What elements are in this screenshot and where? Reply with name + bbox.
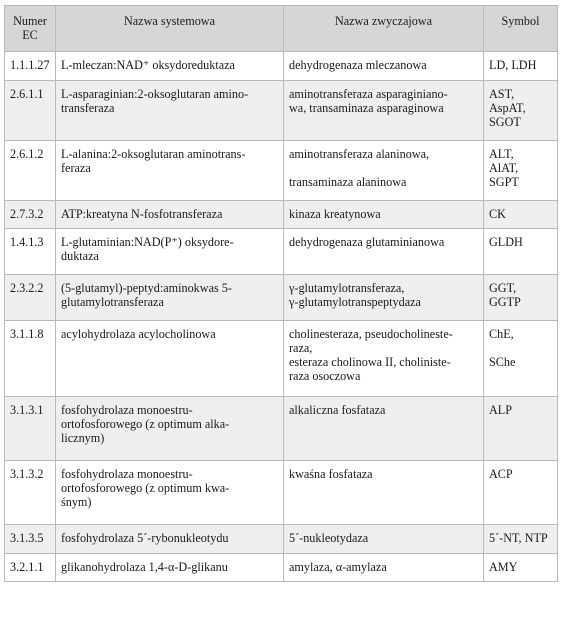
cell-ec: 3.1.3.5 (5, 525, 56, 554)
cell-common-name: γ-glutamylotransferaza, γ-glutamylotranspeptydaza (284, 275, 484, 321)
cell-common-name: 5´-nukleotydaza (284, 525, 484, 554)
cell-ec: 3.1.3.2 (5, 461, 56, 525)
cell-ec: 2.6.1.2 (5, 141, 56, 201)
cell-symbol: ALT, AlAT, SGPT (484, 141, 558, 201)
table-row (5, 201, 558, 229)
header-system-name (56, 6, 284, 52)
cell-symbol: CK (484, 201, 558, 229)
cell-ec: 2.6.1.1 (5, 81, 56, 141)
cell-system-name: L-glutaminian:NAD(P⁺) oksydore- duktaza (56, 229, 284, 275)
header-system-label: Nazwa systemowa (123, 14, 216, 28)
enzyme-table-container (4, 5, 557, 582)
header-symbol (484, 6, 558, 52)
cell-symbol: ALP (484, 397, 558, 461)
cell-common-name: kwaśna fosfataza (284, 461, 484, 525)
cell-symbol: AMY (484, 554, 558, 582)
header-symbol-label: Symbol (501, 14, 540, 28)
cell-common-name: alkaliczna fosfataza (284, 397, 484, 461)
cell-symbol: AST, AspAT, SGOT (484, 81, 558, 141)
cell-system-name: (5-glutamyl)-peptyd:aminokwas 5- glutamylotransferaza (56, 275, 284, 321)
cell-ec: 1.1.1.27 (5, 52, 56, 81)
table-row (5, 229, 558, 275)
cell-system-name: fosfohydrolaza monoestru- ortofosforowego (z optimum alka- licznym) (56, 397, 284, 461)
header-row (5, 6, 558, 52)
table-row (5, 81, 558, 141)
cell-ec: 3.2.1.1 (5, 554, 56, 582)
cell-system-name: fosfohydrolaza 5´-rybonukleotydu (56, 525, 284, 554)
cell-ec: 3.1.3.1 (5, 397, 56, 461)
cell-symbol: GLDH (484, 229, 558, 275)
table-row (5, 321, 558, 397)
cell-system-name: L-asparaginian:2-oksoglutaran amino- transferaza (56, 81, 284, 141)
cell-symbol: GGT, GGTP (484, 275, 558, 321)
header-ec (5, 6, 56, 52)
cell-common-name: dehydrogenaza mleczanowa (284, 52, 484, 81)
cell-common-name: amylaza, α-amylaza (284, 554, 484, 582)
cell-common-name: dehydrogenaza glutaminianowa (284, 229, 484, 275)
header-common-label: Nazwa zwyczajowa (334, 14, 433, 28)
table-row (5, 397, 558, 461)
enzyme-table (4, 5, 558, 582)
table-row (5, 525, 558, 554)
cell-common-name: aminotransferaza alaninowa, transaminaza alaninowa (284, 141, 484, 201)
cell-system-name: L-mleczan:NAD⁺ oksydoreduktaza (56, 52, 284, 81)
cell-symbol: ACP (484, 461, 558, 525)
cell-ec: 1.4.1.3 (5, 229, 56, 275)
table-row (5, 275, 558, 321)
cell-system-name: glikanohydrolaza 1,4-α-D-glikanu (56, 554, 284, 582)
cell-symbol: 5´-NT, NTP (484, 525, 558, 554)
table-row (5, 461, 558, 525)
cell-system-name: acylohydrolaza acylocholinowa (56, 321, 284, 397)
table-row (5, 52, 558, 81)
header-ec-label: Numer EC (13, 14, 47, 42)
cell-common-name: kinaza kreatynowa (284, 201, 484, 229)
cell-symbol: ChE, SChe (484, 321, 558, 397)
header-common-name (284, 6, 484, 52)
cell-system-name: L-alanina:2-oksoglutaran aminotrans- feraza (56, 141, 284, 201)
cell-ec: 2.7.3.2 (5, 201, 56, 229)
table-row (5, 554, 558, 582)
cell-common-name: cholinesteraza, pseudocholineste- raza, esteraza cholinowa II, choliniste- raza osoczowa (284, 321, 484, 397)
cell-ec: 2.3.2.2 (5, 275, 56, 321)
cell-symbol: LD, LDH (484, 52, 558, 81)
cell-system-name: ATP:kreatyna N-fosfotransferaza (56, 201, 284, 229)
table-row (5, 141, 558, 201)
cell-system-name: fosfohydrolaza monoestru- ortofosforowego (z optimum kwa- śnym) (56, 461, 284, 525)
cell-ec: 3.1.1.8 (5, 321, 56, 397)
cell-common-name: aminotransferaza asparaginiano- wa, transaminaza asparaginowa (284, 81, 484, 141)
